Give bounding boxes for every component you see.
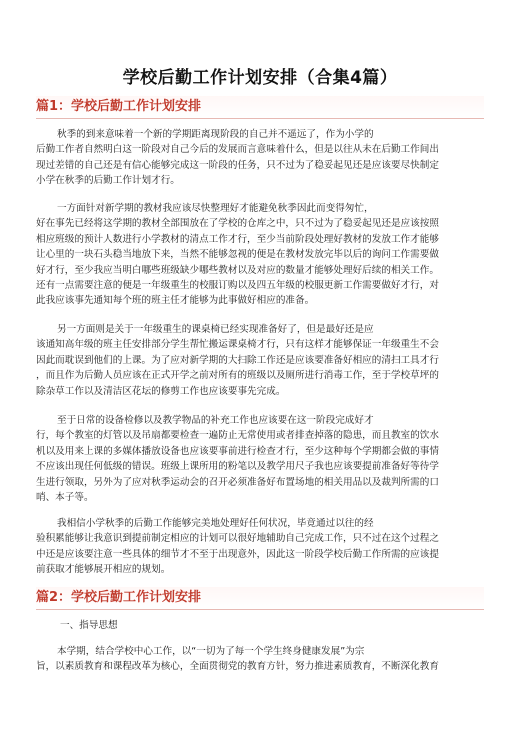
text-line: 行，每个教室的灯管以及吊扇都要检查一遍防止无常使用或者排查掉落的隐患，而且教室的饮水 xyxy=(36,430,439,442)
text-line: 让心里的一块石头稳当地放下来，当然不能够忽视的便是在教材发放完毕以后的询问工作需要做 xyxy=(36,249,439,261)
text-line: 本学期，结合学校中心工作，以“一切为了每一个学生终身健康发展”为宗 xyxy=(57,646,365,657)
text-line: 因此而耽误到他们的上课。为了应对新学期的大扫除工作还是应该要准备好相应的清扫工具才行 xyxy=(36,354,439,366)
text-line: 后勤工作者自然明白这一阶段对自己今后的发展而言意味着什么，但是以往从未在后勤工作间出 xyxy=(36,144,439,156)
text-line: 至于日常的设备检修以及教学物品的补充工作也应该要在这一阶段完成好才 xyxy=(57,415,374,426)
text-line: 不应该出现任何低级的错误。班级上课所用的粉笔以及教学用尺子我也应该要提前准备好等待学 xyxy=(36,461,439,473)
text-line: 好才行，至少我应当明白哪些班级缺少哪些教材以及对应的数量才能够处理好后续的相关工作。 xyxy=(36,264,439,276)
paragraph-1 xyxy=(36,127,484,189)
section-heading-1: 篇1：学校后勤工作计划安排 xyxy=(36,96,484,119)
text-line: 前获取才能够展开相应的规划。 xyxy=(36,564,171,576)
paragraph-3 xyxy=(36,322,484,399)
text-line: 机以及用来上课的多媒体播放设备也应该要事前进行检查才行，至少这种每个学期都会做的事情 xyxy=(36,445,439,457)
paragraph-5 xyxy=(36,516,484,578)
text-line: 一方面针对新学期的教材我应该尽快整理好才能避免秋季因此而变得匆忙， xyxy=(57,203,374,214)
text-line: ，而且作为后勤人员应该在正式开学之前对所有的班级以及厕所进行消毒工作，至于学校草坪的 xyxy=(36,370,439,382)
text-line: 该通知高年级的班主任安排部分学生帮忙搬运课桌椅才行，只有这样才能够保证一年级重生不会 xyxy=(36,339,439,351)
sub-heading: 一、指导思想 xyxy=(60,620,118,631)
text-line: 秋季的到来意味着一个新的学期距离现阶段的自己并不遥远了，作为小学的 xyxy=(57,129,374,140)
text-line: 哨、本子等。 xyxy=(36,492,94,504)
text-line: 中还是应该要注意一些具体的细节才不至于出现意外，因此这一阶段学校后勤工作所需的应该提 xyxy=(36,548,439,560)
text-line: 旨，以素质教育和课程改革为核心，全面贯彻党的教育方针，努力推进素质教育，不断深化教育 xyxy=(36,661,439,673)
text-line: 好在事先已经将这学期的教材全部围放在了学校的仓库之中，只不过为了稳妥起见还是应该按照 xyxy=(36,218,439,230)
section-heading-2: 篇2：学校后勤工作计划安排 xyxy=(36,587,484,610)
text-line: 相应班级的预计人数进行小学教材的清点工作才行，至少当前阶段处理好教材的发放工作才能够 xyxy=(36,233,439,245)
text-line: 验积累能够让我意识到提前制定相应的计划可以很好地辅助自己完成工作，只不过在这个过程之 xyxy=(36,533,439,545)
paragraph-6 xyxy=(36,644,484,675)
document-title: 学校后勤工作计划安排（合集4篇） xyxy=(122,68,398,88)
text-line: 此我应该事先通知每个班的班主任才能够为此事做好相应的准备。 xyxy=(36,295,315,307)
text-line: 另一方面则是关于一年级重生的课桌椅已经实现准备好了，但是最好还是应 xyxy=(57,324,374,335)
text-line: 现过差错的自己还是有信心能够完成这一阶段的任务，只不过为了稳妥起见还是应该要尽快制定 xyxy=(36,159,439,171)
paragraph-2 xyxy=(36,201,484,309)
text-line: 除杂草工作以及清洁区花坛的修剪工作也应该要事先完成。 xyxy=(36,385,286,397)
text-line: 我相信小学秋季的后勤工作能够完美地处理好任何状况，毕竟通过以往的经 xyxy=(57,518,374,529)
text-line: 生进行领取，另外为了应对秋季运动会的召开必须准备好布置场地的相关用品以及裁判所需的口 xyxy=(36,476,439,488)
paragraph-4 xyxy=(36,413,484,505)
text-line: 还有一点需要注意的便是一年级重生的校服订购以及四五年级的校服更新工作需要做好才行，对 xyxy=(36,280,439,292)
text-line: 小学在秋季的后勤工作计划才行。 xyxy=(36,175,180,187)
